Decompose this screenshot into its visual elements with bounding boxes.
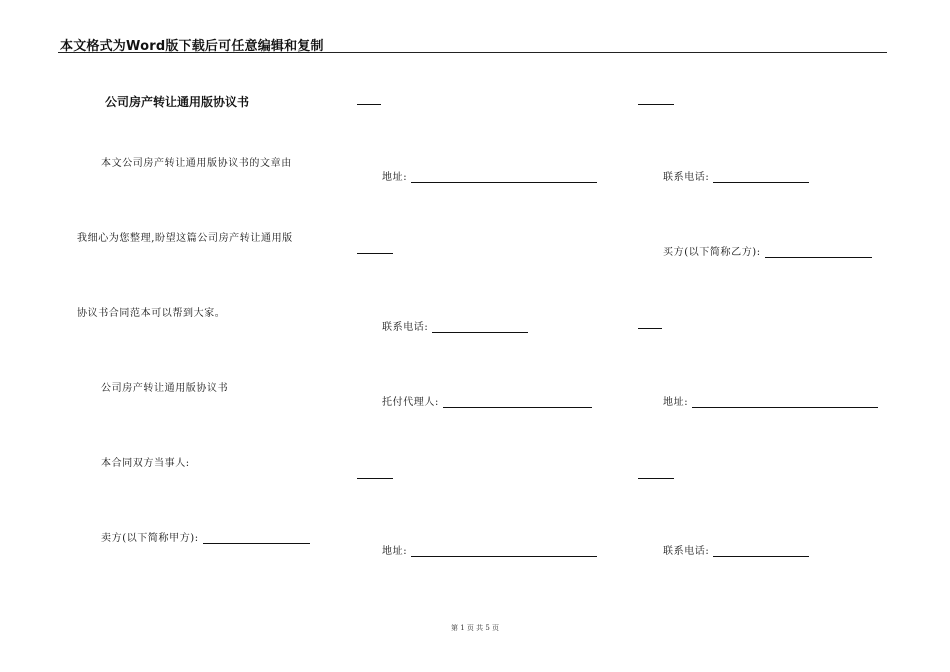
phone-blank [713,172,809,183]
address-blank [692,397,878,408]
agent-blank [443,397,592,408]
address-label: 地址: [663,397,689,408]
agreement-subtitle: 公司房产转让通用版协议书 [101,383,229,394]
buyer-phone-field [663,542,809,557]
phone-label: 联系电话: [382,322,429,333]
agent-address-field [382,542,597,557]
address-label: 地址: [382,546,408,557]
phone-blank [713,546,809,557]
blank-line [357,104,381,105]
phone-label: 联系电话: [663,172,710,183]
intro-line-2: 我细心为您整理,盼望这篇公司房产转让通用版 [77,233,293,244]
address-blank [411,172,597,183]
blank-line [638,104,674,105]
seller-phone-field [382,318,528,333]
intro-line-3: 协议书合同范本可以帮到大家。 [77,308,226,319]
blank-line [357,478,393,479]
blank-line [638,478,674,479]
agent-label: 托付代理人: [382,397,439,408]
phone-blank [432,322,528,333]
seller-address-field [382,168,597,183]
document-header: 本文格式为Word版下载后可任意编辑和复制 [60,39,324,54]
address-label: 地址: [382,172,408,183]
phone-label: 联系电话: [663,546,710,557]
buyer-field [663,243,872,258]
blank-line [638,328,662,329]
agent-field [382,393,592,408]
buyer-blank [765,247,872,258]
buyer-address-field [663,393,878,408]
seller-phone-field-2 [663,168,809,183]
seller-field [101,529,310,544]
parties-heading: 本合同双方当事人: [101,458,190,469]
seller-label: 卖方(以下简称甲方): [101,533,199,544]
buyer-label: 买方(以下简称乙方): [663,247,761,258]
blank-line [357,253,393,254]
page-number: 第 1 页 共 5 页 [450,624,500,632]
intro-line-1: 本文公司房产转让通用版协议书的文章由 [101,158,292,169]
address-blank [411,546,597,557]
header-divider [58,52,887,53]
seller-blank [203,533,310,544]
document-title: 公司房产转让通用版协议书 [105,95,250,109]
